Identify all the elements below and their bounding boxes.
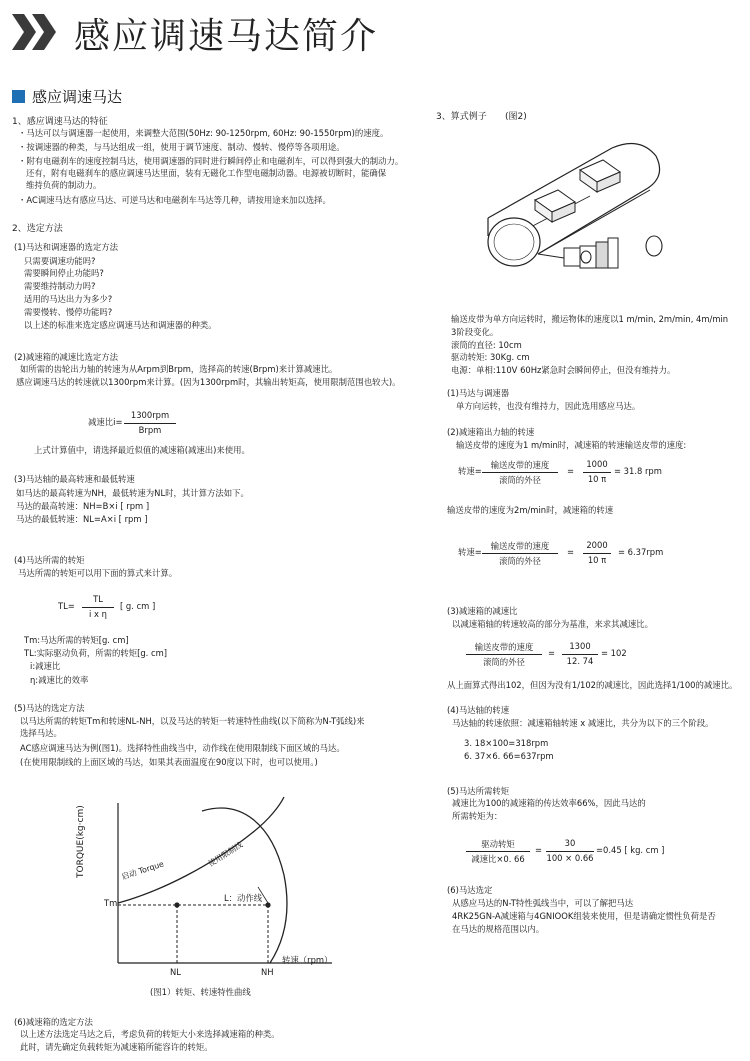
double-chevron-icon — [10, 10, 62, 54]
formula6-numerator-2: 30 — [564, 838, 576, 848]
y-axis-label: TORQUE(kg·cm) — [76, 805, 86, 878]
formula3-equals: = — [567, 466, 575, 476]
p5-line-1: 以马达所需的转矩Tm和转速NL-NH，以及马达的转矩一转速特性曲线(以下简称为N-T弧线)来 — [20, 716, 365, 726]
formula5-bar-2 — [562, 654, 598, 655]
p3-heading: (3)马达轴的最高转速和最低转速 — [14, 474, 135, 484]
p6-heading: (6)减速箱的选定方法 — [14, 1017, 93, 1027]
q2-heading: (2)减速箱出力轴的转速 — [447, 427, 535, 437]
p1-heading: (1)马达和调速器的选定方法 — [14, 242, 118, 252]
q4-heading: (4)马达轴的转速 — [447, 705, 510, 715]
q3-heading: (3)减速箱的减速比 — [447, 606, 518, 616]
nl-label: NL — [170, 967, 181, 977]
formula4-bar — [482, 553, 558, 554]
formula1-label: 减速比i= — [88, 417, 123, 427]
formula5-numerator-2: 1300 — [569, 641, 591, 651]
formula3-denominator-2: 10 π — [587, 474, 607, 484]
desc-line: 输送皮带为单方向运转时，搬运物体的速度以1 m/min, 2m/min, 4m/min — [451, 314, 729, 324]
s3-heading: 3、算式例子 — [436, 112, 487, 122]
q2-line-1: 输送皮带的速度为1 m/min时，减速箱的转速输送皮带的速度: — [456, 440, 687, 450]
formula3-bar-2 — [583, 472, 611, 473]
p5-heading: (5)马达的选定方法 — [14, 703, 85, 713]
p3-line-3: 马达的最低转速：NL=A×i [ rpm ] — [16, 514, 148, 524]
formula4-bar-2 — [583, 553, 611, 554]
p1-line: 以上述的标准来选定感应调速马达和调速器的种类。 — [24, 320, 217, 330]
formula6-denominator: 减速比×0. 66 — [471, 854, 525, 864]
s1-heading: 1、感应调速马达的特征 — [12, 117, 108, 127]
page-title: 感应调速马达简介 — [74, 16, 379, 57]
formula5-result: = 102 — [601, 648, 627, 658]
formula4-denominator: 滚筒的外径 — [499, 556, 541, 566]
q5-line-2: 所需转矩为： — [452, 811, 503, 821]
formula2-denominator: i x η — [89, 609, 107, 619]
formula6-bar — [466, 851, 530, 852]
section-marker-icon — [12, 90, 25, 103]
x-axis-label: 转速（rpm） — [282, 955, 333, 965]
p1-line: 只需要调速功能吗? — [24, 256, 96, 266]
q2-line-2: 输送皮带的速度为2m/min时，减速箱的转速 — [447, 505, 614, 515]
formula2-numerator: TL — [93, 594, 103, 604]
p2-line-3: 上式计算值中，请选择最近似值的减速箱(减速出)来使用。 — [34, 445, 250, 455]
s1-bullet-1: ・马达可以与调速器一起使用，来调整大范围(50Hz: 90-1250rpm, 60Hz: 90-1550rpm)的速度。 — [18, 128, 389, 138]
s1-bullet-3-cont-2: 维持负荷的制动力。 — [26, 180, 102, 190]
formula1-bar — [124, 423, 176, 424]
q5-heading: (5)马达所需转矩 — [447, 786, 510, 796]
p4-def: η:减速比的效率 — [30, 675, 89, 685]
q4-calc-1: 3. 18×100=318rpm — [464, 738, 549, 748]
formula4-numerator-2: 2000 — [586, 540, 608, 550]
nh-label: NH — [261, 967, 274, 977]
formula6-result: =0.45 [ kg. cm ] — [596, 845, 665, 855]
p4-line-1: 马达所需的转矩可以用下面的算式来计算。 — [18, 568, 178, 578]
desc-line: 电源：单相:110V 60Hz紧急时会瞬间停止，但没有维持力。 — [451, 365, 676, 375]
q6-line-1: 从感应马达的N-T特性弧线当中，可以了解把马达 — [452, 898, 634, 908]
p4-heading: (4)马达所需的转矩 — [14, 555, 85, 565]
p1-line: 需要维持制动力吗? — [24, 281, 96, 291]
q4-calc-2: 6. 37×6. 66=637rpm — [464, 751, 554, 761]
p5-line-2: 选择马达。 — [20, 728, 62, 738]
q1-line-1: 单方向运转，也没有维持力，因此选用感应马达。 — [456, 401, 641, 411]
desc-line: 3阶段变化。 — [451, 327, 499, 337]
s2-heading: 2、选定方法 — [12, 224, 63, 234]
q3-line-2: 从上面算式得出102，但因为没有1/102的减速比，因此选择1/100的减速比。 — [447, 680, 738, 690]
formula3-label: 转速= — [458, 466, 482, 476]
q6-heading: (6)马达选定 — [447, 885, 493, 895]
q1-heading: (1)马达与调速器 — [447, 388, 510, 398]
formula3-bar — [482, 472, 558, 473]
formula4-label: 转速= — [458, 547, 482, 557]
p6-line-1: 以上述方法选定马达之后，考虑负荷的转矩大小来选择减速箱的种类。 — [20, 1029, 280, 1039]
formula1-numerator: 1300rpm — [130, 410, 170, 420]
s1-bullet-2: ・按调速器的种类，与马达组成一组，使用于调节速度、制动、慢转、慢停等各项用途。 — [18, 142, 345, 152]
formula6-bar-2 — [546, 851, 594, 852]
p3-line-1: 如马达的最高转速为NH，最低转速为NL时，其计算方法如下。 — [16, 488, 249, 498]
s1-bullet-3-cont-1: 还有，附有电磁刹车的感应调速马达里面，装有无磁化工作型电磁制动器。电源被切断时，能确保 — [26, 168, 387, 178]
q4-line-1: 马达轴的转速依照：减速箱轴转速 x 减速比，共分为以下的三个阶段。 — [452, 718, 714, 728]
p2-line-1: 如所需的齿轮出力轴的转速为从Arpm到Brpm，选择高的转速(Brpm)来计算减速比。 — [20, 364, 338, 374]
formula3-numerator-2: 1000 — [586, 459, 608, 469]
formula5-denominator: 滚筒的外径 — [483, 657, 525, 667]
tm-label: Tm — [104, 898, 118, 908]
formula5-denominator-2: 12. 74 — [566, 656, 594, 666]
p1-line: 适用的马达出力为多少? — [24, 294, 113, 304]
formula2-bar — [82, 607, 114, 608]
formula6-numerator: 驱动转矩 — [481, 839, 515, 849]
figure1-caption: (图1）转矩、转速特性曲线 — [150, 987, 251, 997]
formula4-numerator: 输送皮带的速度 — [490, 541, 550, 551]
formula6-equals: = — [535, 845, 543, 855]
q6-line-2: 4RK25GN-A减速箱与4GNIOOK组装来使用，但是请确定惯性负荷是否 — [452, 911, 716, 921]
formula4-equals: = — [567, 547, 575, 557]
s3-figure-ref: (图2) — [505, 112, 527, 122]
formula2-label: TL= — [58, 601, 75, 611]
q6-line-3: 在马达的规格范围以内。 — [452, 924, 545, 934]
p5-line-3: AC感应调速马达为例(图1)。选择特性曲线当中，动作线在使用限制线下面区域的马达。 — [20, 743, 345, 753]
formula4-result: = 6.37rpm — [618, 547, 664, 557]
limit-line-label: 使用限制线 — [206, 840, 245, 869]
q5-line-1: 减速比为100的减速箱的传达效率66%，因此马达的 — [452, 798, 646, 808]
formula3-denominator: 滚筒的外径 — [499, 475, 541, 485]
formula5-equals: = — [548, 648, 556, 658]
s1-bullet-3: ・附有电磁刹车的速度控制马达，使用调速器的同时进行瞬间停止和电磁刹车，可以得到强大的制动力。 — [18, 156, 404, 166]
operating-line-label: L：动作线 — [224, 893, 263, 903]
formula2-unit: [ g. cm ] — [120, 601, 156, 611]
formula1-denominator: Brpm — [138, 425, 162, 435]
formula6-denominator-2: 100 × 0.66 — [546, 853, 594, 863]
p2-line-2: 感应调速马达的转速就以1300rpm来计算。(因为1300rpm时，其输出转矩高，使用限制范围也较大)。 — [16, 377, 401, 387]
desc-line: 驱动转矩: 30Kg. cm — [451, 352, 530, 362]
p6-line-2: 此时，请先确定负载转矩为减速箱所能容许的转矩。 — [20, 1042, 213, 1052]
formula5-numerator: 输送皮带的速度 — [474, 642, 534, 652]
formula4-denominator-2: 10 π — [587, 555, 607, 565]
p3-line-2: 马达的最高转速：NH=B×i [ rpm ] — [16, 501, 150, 511]
p2-heading: (2)减速箱的减速比选定方法 — [14, 352, 118, 362]
formula5-bar — [466, 654, 542, 655]
conveyor-diagram — [480, 130, 690, 285]
section-title: 感应调速马达 — [32, 88, 123, 106]
s1-bullet-4: ・AC调速马达有感应马达、可逆马达和电磁刹车马达等几种，请按用途来加以选择。 — [18, 195, 331, 205]
p1-line: 需要瞬间停止功能吗? — [24, 268, 104, 278]
formula3-result: = 31.8 rpm — [614, 466, 662, 476]
desc-line: 滚筒的直径: 10cm — [451, 340, 522, 350]
formula3-numerator: 输送皮带的速度 — [490, 460, 550, 470]
p4-def: TL:实际驱动负荷，所需的转矩[g. cm] — [24, 648, 168, 658]
start-torque-label: 启动 Torque — [120, 859, 165, 882]
p4-def: i:减速比 — [30, 661, 61, 671]
q3-line-1: 以减速箱轴的转速较高的部分为基准，来求其减速比。 — [452, 619, 653, 629]
p1-line: 需要慢转、慢停功能吗? — [24, 307, 113, 317]
p5-line-4: (在使用限制线的上面区域的马达，如果其表面温度在90度以下时，也可以使用。) — [20, 757, 318, 767]
p4-def: Tm:马达所需的转矩[g. cm] — [24, 635, 129, 645]
